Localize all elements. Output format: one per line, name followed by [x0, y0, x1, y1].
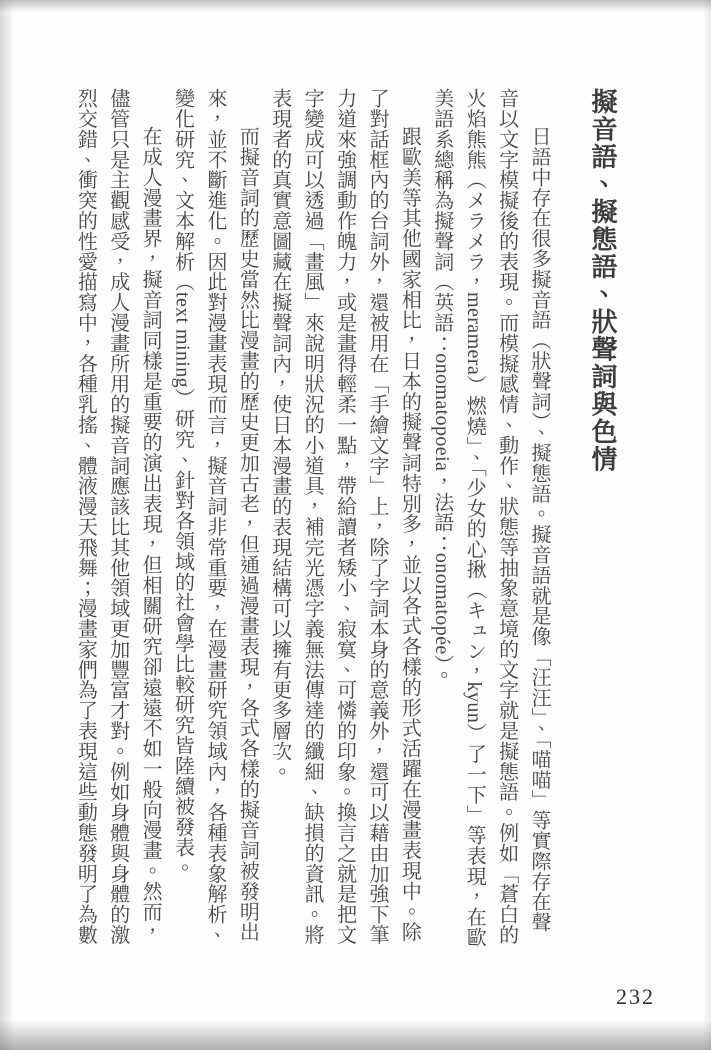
page-number: 232 — [616, 984, 655, 1009]
scan-edge-right — [703, 0, 711, 1050]
vertical-text-block — [69, 88, 625, 950]
paragraph-3: 而擬音詞的歷史當然比漫畫的歷史更加古老，但通過漫畫表現，各式各樣的擬音詞被發明出來，並不斷進化。因此對漫畫表現而言，擬音詞非常重要，在漫畫研究領域內，各種表象解析、變化研究、文本解析（text mining）研究、針對各領域的社會學比較研究皆陸續被發表。 — [171, 88, 259, 945]
scan-edge-top — [0, 0, 711, 12]
scan-edge-left — [0, 0, 14, 1050]
paragraph-4: 在成人漫畫界，擬音詞同樣是重要的演出表現，但相關研究卻遠遠不如一般向漫畫。然而，儘管只是主觀感受，成人漫畫所用的擬音詞應該比其他領域更加豐富才對。例如身體與身體的激烈交錯、衝突的性愛描寫中，各種乳搖、體液漫天飛舞；漫畫家們為了表現這些動態發明了為數 — [74, 88, 162, 945]
paragraph-2: 跟歐美等其他國家相比，日本的擬聲詞特別多，並以各式各樣的形式活躍在漫畫表現中。除了對話框內的台詞外，還被用在「手繪文字」上，除了字詞本身的意義外，還可以藉由加強下筆力道來強調動作魄力，或是畫得輕柔一點，帶給讀者矮小、寂寞、可憐的印象。換言之就是把文字變成可以透過「畫風」來說明狀況的小道具，補完光憑字義無法傳達的纖細、缺損的資訊。將表現者的真實意圖藏在擬聲詞內，使日本漫畫的表現結構可以擁有更多層次。 — [268, 88, 421, 945]
scan-edge-bottom — [0, 1020, 711, 1050]
paragraph-1: 日語中存在很多擬音語（狀聲詞）、擬態語。擬音語就是像「汪汪」、「喵喵」等實際存在聲音以文字模擬後的表現。而模擬感情、動作、狀態等抽象意境的文字就是擬態語。例如「蒼白的火焰熊熊（メラメラ，meramera）燃燒」、「少女的心揪（キュン，kyun）了一下」等表現，在歐美語系總稱為擬聲詞（英語：onomatopoeia，法語：onomatopée）。 — [430, 88, 550, 948]
chapter-title: 擬音語、擬態語、狀聲詞與色情 — [588, 88, 617, 473]
